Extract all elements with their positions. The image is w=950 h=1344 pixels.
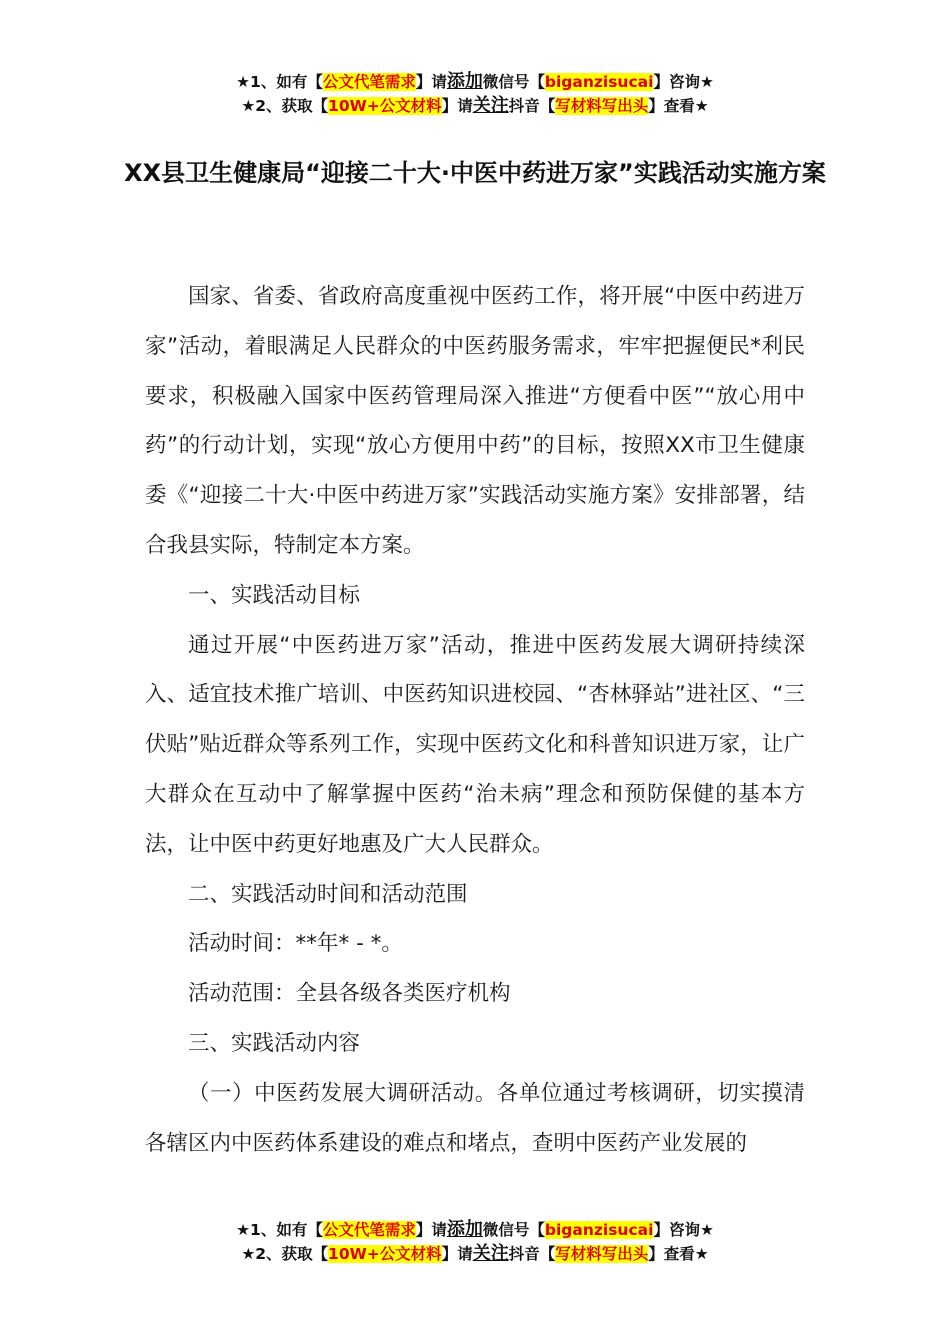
banner-line-1	[0, 70, 950, 94]
section-heading: 三、实践活动内容	[188, 1030, 361, 1056]
body-paragraph: 活动时间：**年* - *。	[188, 931, 403, 957]
banner-highlight: 10W+公文材料	[328, 97, 442, 115]
banner-line-1	[0, 1218, 950, 1242]
body-paragraph: 活动范围：全县各级各类医疗机构	[188, 981, 511, 1007]
section-heading: 二、实践活动时间和活动范围	[188, 881, 468, 907]
banner-highlight: 公文代笔需求	[322, 73, 416, 91]
document-title: XX县卫生健康局“迎接二十大·中医中药进万家”实践活动实施方案	[124, 159, 826, 187]
banner-highlight: biganzisucai	[544, 1221, 654, 1239]
section-heading: 一、实践活动目标	[188, 582, 361, 608]
banner-text: 】请	[441, 97, 473, 115]
banner-text: ★2、获取【	[241, 97, 329, 115]
body-paragraph: 通过开展“中医药进万家”活动，推进中医药发展大调研持续深入、适宜技术推广培训、中医药知识进校园、“杏林驿站”进社区、“三伏贴”贴近群众等系列工作，实现中医药文化和科普知识进万家，让广大群众在互动中了解掌握中医药“治未病”理念和预防保健的基本方法，让中医中药更好地惠及广大人民群众。	[145, 632, 805, 857]
banner-highlight: 公文代笔需求	[322, 1221, 416, 1239]
intro-paragraph: 国家、省委、省政府高度重视中医药工作，将开展“中医中药进万家”活动，着眼满足人民群众的中医药服务需求，牢牢把握便民*利民要求，积极融入国家中医药管理局深入推进“方便看中医”“放心用中药”的行动计划，实现“放心方便用中药”的目标，按照XX市卫生健康委《“迎接二十大·中医中药进万家”实践活动实施方案》安排部署，结合我县实际，特制定本方案。	[145, 284, 805, 558]
banner-text: 】咨询★	[653, 1221, 714, 1239]
banner-text: 】请	[441, 1245, 473, 1263]
banner-emphasis: 添加	[446, 1219, 483, 1240]
body-paragraph: （一）中医药发展大调研活动。各单位通过考核调研，切实摸清各辖区内中医药体系建设的难点和堵点，查明中医药产业发展的	[145, 1080, 805, 1156]
banner-text: ★1、如有【	[236, 1221, 323, 1239]
banner-highlight: biganzisucai	[544, 73, 654, 91]
banner-text: 】请	[415, 1221, 447, 1239]
banner-text: 微信号【	[482, 73, 545, 91]
banner-text: ★2、获取【	[241, 1245, 329, 1263]
banner-text: 抖音【	[508, 97, 556, 115]
banner-text: 】查看★	[648, 97, 709, 115]
banner-text: 微信号【	[482, 1221, 545, 1239]
banner-emphasis: 添加	[446, 71, 483, 92]
banner-emphasis: 关注	[472, 95, 509, 116]
header-banner	[0, 70, 950, 118]
banner-text: 抖音【	[508, 1245, 556, 1263]
banner-emphasis: 关注	[472, 1243, 509, 1264]
banner-highlight: 10W+公文材料	[328, 1245, 442, 1263]
banner-line-2	[0, 1242, 950, 1266]
banner-text: ★1、如有【	[236, 73, 323, 91]
banner-text: 】查看★	[648, 1245, 709, 1263]
banner-text: 】请	[415, 73, 447, 91]
banner-line-2	[0, 94, 950, 118]
banner-highlight: 写材料写出头	[555, 1245, 649, 1263]
banner-text: 】咨询★	[653, 73, 714, 91]
banner-highlight: 写材料写出头	[555, 97, 649, 115]
document-body	[145, 272, 805, 1168]
footer-banner	[0, 1218, 950, 1266]
